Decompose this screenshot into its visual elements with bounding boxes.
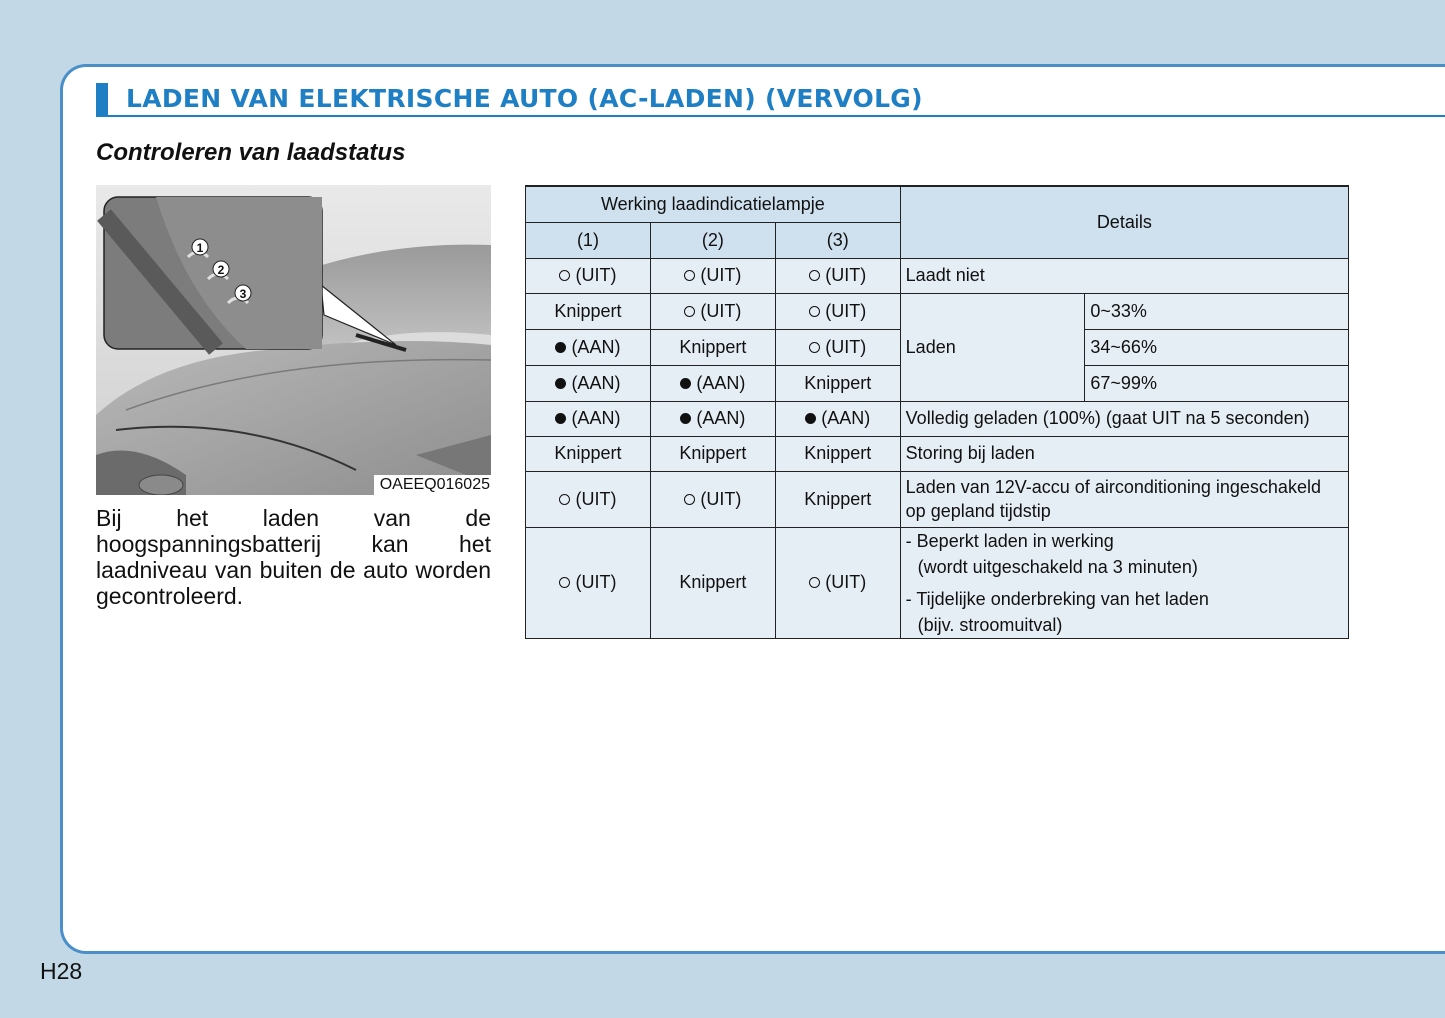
hollow-circle-icon [559, 270, 570, 281]
page-number: H28 [40, 958, 83, 984]
charge-level: 34~66% [1085, 329, 1349, 365]
filled-circle-icon [680, 413, 691, 424]
lamp-1-state: (UIT) [575, 572, 617, 592]
header-lamp-2: (2) [650, 222, 775, 258]
header-lamp-group: Werking laadindicatielampje [526, 186, 901, 222]
table-row [526, 401, 1349, 436]
lamp-1-state: Knippert [526, 293, 651, 329]
car-illustration [96, 185, 491, 495]
hollow-circle-icon [684, 270, 695, 281]
table-row [526, 471, 1349, 527]
lamp-3-state: (UIT) [825, 300, 867, 321]
detail-cell: Laadt niet [900, 258, 1348, 293]
detail-cell [900, 471, 1348, 527]
table-row [526, 527, 1349, 638]
lamp-1-state: (UIT) [575, 265, 617, 285]
detail-cell [900, 527, 1348, 638]
detail-cell: Volledig geladen (100%) (gaat UIT na 5 seconden) [900, 401, 1348, 436]
charge-status-table [525, 185, 1349, 639]
lamp-3-state: (UIT) [825, 265, 867, 285]
lamp-3-state: (AAN) [821, 408, 871, 428]
page-title: LADEN VAN ELEKTRISCHE AUTO (AC-LADEN) (VERVOLG) [126, 84, 923, 113]
charge-level: 67~99% [1085, 365, 1349, 401]
lamp-2-state: (UIT) [700, 300, 742, 321]
note-line: - Beperkt laden in werking [905, 530, 1114, 551]
filled-circle-icon [680, 378, 691, 389]
detail-cell: Storing bij laden [900, 436, 1348, 471]
hollow-circle-icon [809, 306, 820, 317]
lamp-1-state: (AAN) [571, 336, 621, 357]
detail-line: Laden van 12V-accu of airconditioning ingeschakeld [905, 477, 1321, 497]
callout-1: 1 [196, 241, 204, 255]
table-row [526, 293, 1349, 329]
title-marker [96, 83, 108, 115]
note-line: (bijv. stroomuitval) [917, 614, 1063, 635]
detail-cell-charging: Laden [900, 293, 1085, 401]
charge-level: 0~33% [1085, 293, 1349, 329]
lamp-2-state: (AAN) [696, 408, 746, 428]
lamp-2-state: Knippert [650, 436, 775, 471]
hollow-circle-icon [809, 577, 820, 588]
table-row [526, 258, 1349, 293]
header-details: Details [900, 186, 1348, 258]
lamp-2-state: Knippert [650, 527, 775, 638]
lamp-3-state: Knippert [775, 471, 900, 527]
lamp-1-state: (UIT) [575, 488, 617, 509]
body-paragraph: Bij het laden van de hoogspanningsbatterij kan het laadniveau van buiten de auto worden gecontroleerd. [96, 505, 491, 609]
hollow-circle-icon [809, 270, 820, 281]
lamp-3-state: (UIT) [825, 336, 867, 357]
callout-3: 3 [239, 287, 247, 301]
hollow-circle-icon [559, 494, 570, 505]
figure-code: OAEEQ016025 [374, 475, 491, 495]
filled-circle-icon [555, 342, 566, 353]
note-line: (wordt uitgeschakeld na 3 minuten) [917, 556, 1198, 577]
table-row [526, 436, 1349, 471]
filled-circle-icon [555, 378, 566, 389]
filled-circle-icon [805, 413, 816, 424]
lamp-2-state: (AAN) [696, 372, 746, 393]
section-title-bar [96, 83, 1445, 117]
subheading: Controleren van laadstatus [96, 139, 406, 166]
callout-2: 2 [217, 263, 225, 277]
lamp-1-state: (AAN) [571, 408, 621, 428]
header-lamp-3: (3) [775, 222, 900, 258]
lamp-1-state: (AAN) [571, 372, 621, 393]
header-lamp-1: (1) [526, 222, 651, 258]
hollow-circle-icon [559, 577, 570, 588]
lamp-2-state: Knippert [650, 329, 775, 365]
car-hood-drawing [96, 185, 491, 495]
lamp-2-state: (UIT) [700, 265, 742, 285]
hollow-circle-icon [684, 494, 695, 505]
lamp-3-state: Knippert [775, 436, 900, 471]
lamp-3-state: (UIT) [825, 572, 867, 592]
lamp-3-state: Knippert [775, 365, 900, 401]
lamp-2-state: (UIT) [700, 488, 742, 509]
hollow-circle-icon [684, 306, 695, 317]
filled-circle-icon [555, 413, 566, 424]
note-line: - Tijdelijke onderbreking van het laden [905, 588, 1209, 609]
detail-line: op gepland tijdstip [905, 501, 1051, 521]
hollow-circle-icon [809, 342, 820, 353]
lamp-1-state: Knippert [526, 436, 651, 471]
